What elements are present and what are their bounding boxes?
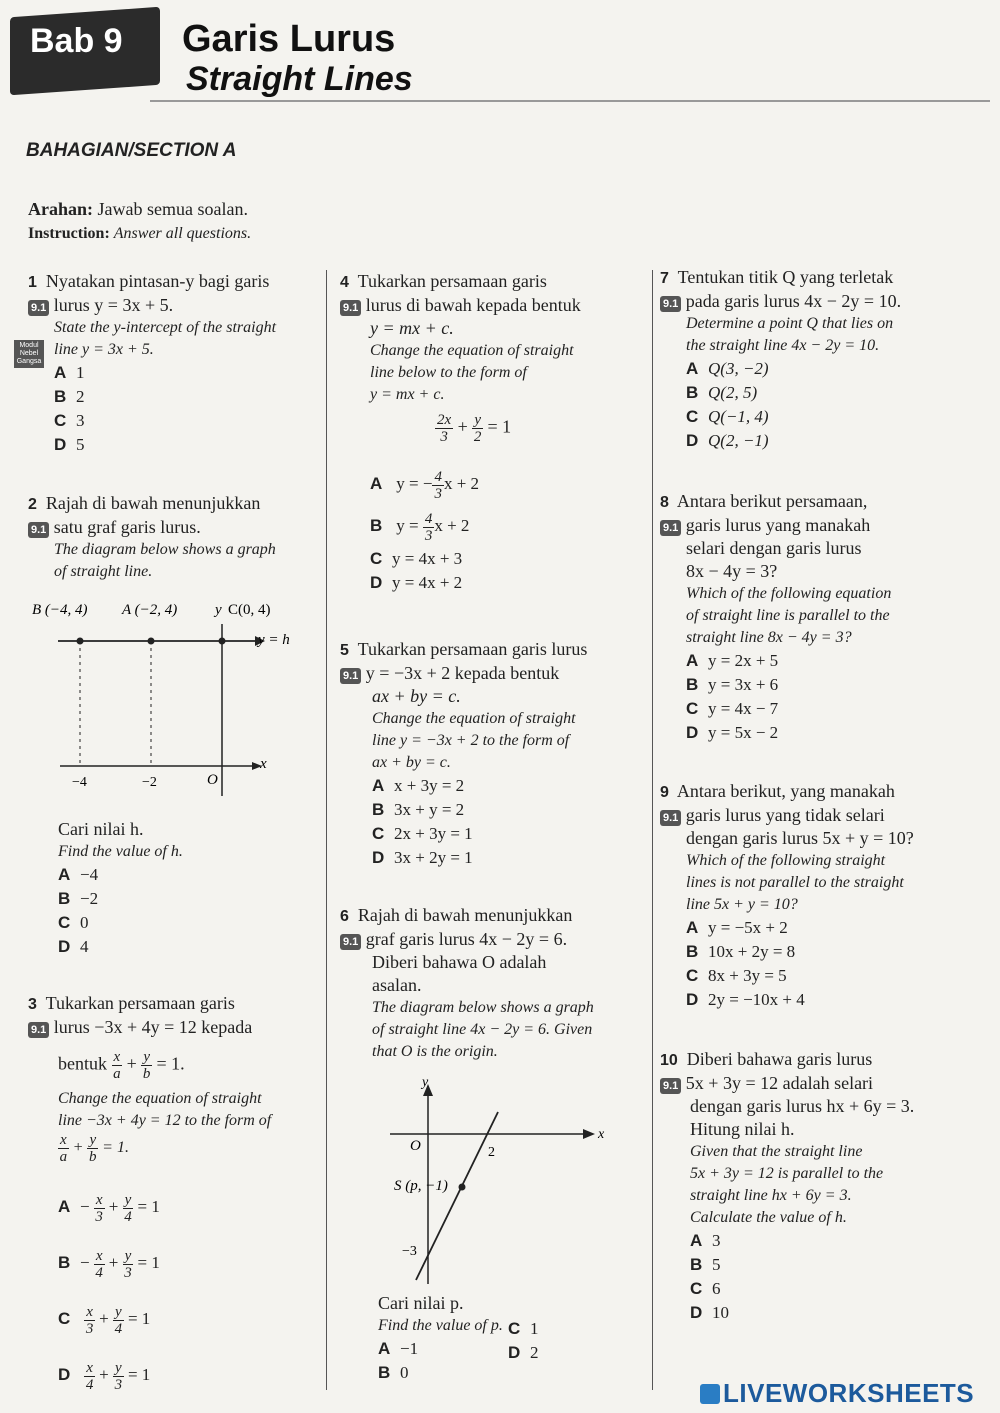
question-4: 4 Tukarkan persamaan garis 9.1 lurus di bawah kepada bentuk y = mx + c. Change the equation of straight line below to the form of y = mx + c. $\frac{2x}{3}$ + $\frac{y}{2}$ = 1 A y = − $\frac{4}{3}$ x + 2 B y = $\frac{4}{3}$ x + 2 C y = 4x + 3 D y = 4x + 2 <box>340 270 645 595</box>
option-d: D y = 4x + 2 <box>370 573 463 592</box>
title-ms: Garis Lurus <box>182 18 396 60</box>
header-rule <box>150 100 990 102</box>
question-2-answers: Cari nilai h. Find the value of h. A −4 B −2 C 0 D 4 <box>28 818 323 959</box>
chapter-label: Bab 9 <box>30 22 123 60</box>
option-d: D 3x + 2y = 1 <box>372 848 473 867</box>
question-6: 6 Rajah di bawah menunjukkan 9.1 graf garis lurus 4x − 2y = 6. Diberi bahawa O adalah asalan. The diagram below shows a graph of straight line 4x − 2y = 6. Given that O is the origin. <box>340 905 594 1060</box>
option-c: C 0 <box>58 913 89 932</box>
option-a: A Q(3, −2) <box>686 359 769 378</box>
topic-badge: 9.1 <box>660 810 681 826</box>
y-intercept-label: −3 <box>402 1244 417 1259</box>
topic-badge: 9.1 <box>28 1022 49 1038</box>
x-axis-label: x <box>598 1127 605 1142</box>
tick-minus2: −2 <box>142 775 157 790</box>
option-a: A y = −5x + 2 <box>686 918 788 937</box>
question-2: 2 Rajah di bawah menunjukkan 9.1 satu graf garis lurus. The diagram below shows a graph of straight line. <box>28 493 276 580</box>
point-s <box>459 1184 466 1191</box>
origin-label: O <box>410 1138 421 1154</box>
question-8: 8 Antara berikut persamaan, 9.1 garis lurus yang manakah selari dengan garis lurus 8x − 4y = 3? Which of the following equation of straight line is parallel to the straight line 8x − 4y = 3? A y = 2x + 5 B y = 3x + 6 C y = 4x − 7 D y = 5x − 2 <box>660 490 990 745</box>
graph-q6 <box>380 1072 620 1287</box>
column-divider <box>326 270 327 1390</box>
question-6-answers: Cari nilai p. Find the value of p. A −1 B 0 C 1 D 2 <box>378 1292 638 1385</box>
point-b <box>77 638 84 645</box>
question-10: 10 Diberi bahawa garis lurus 9.1 5x + 3y = 12 adalah selari dengan garis lurus hx + 6y = 3. Hitung nilai h. Given that the straight line 5x + 3y = 12 is parallel to the straight line hx + 6y = 3. Calculate the value of h. A 3 B 5 C 6 D 10 <box>660 1048 990 1325</box>
option-d: D 2y = −10x + 4 <box>686 990 805 1009</box>
topic-badge: 9.1 <box>340 300 361 316</box>
point-a <box>148 638 155 645</box>
option-c: C $\frac{x}{3}$ + $\frac{y}{4}$ = 1 <box>58 1303 151 1337</box>
option-b: B y = 3x + 6 <box>686 675 779 694</box>
topic-badge: 9.1 <box>340 934 361 950</box>
option-b: B 3x + y = 2 <box>372 800 465 819</box>
option-d: D Q(2, −1) <box>686 431 769 450</box>
option-b: B − $\frac{x}{4}$ + $\frac{y}{3}$ = 1 <box>58 1247 160 1281</box>
point-b-label: B (−4, 4) <box>32 602 88 618</box>
option-d: D $\frac{x}{4}$ + $\frac{y}{3}$ = 1 <box>58 1359 151 1393</box>
point-c-label: C(0, 4) <box>228 602 271 618</box>
liveworksheets-logo[interactable] <box>700 1378 974 1409</box>
option-a: A 1 <box>54 363 85 382</box>
option-c: C 8x + 3y = 5 <box>686 966 787 985</box>
question-5: 5 Tukarkan persamaan garis lurus 9.1 y = −3x + 2 kepada bentuk ax + by = c. Change the equation of straight line y = −3x + 2 to the form of ax + by = c. A x + 3y = 2 B 3x + y = 2 C 2x + 3y = 1 D 3x + 2y = 1 <box>340 638 645 870</box>
option-d: D 5 <box>54 435 85 454</box>
line-label: y = h <box>258 632 290 648</box>
question-9: 9 Antara berikut, yang manakah 9.1 garis lurus yang tidak selari dengan garis lurus 5x + y = 10? Which of the following straight lines is not parallel to the straight line 5x + y = 10? A y = −5x + 2 B 10x + 2y = 8 C 8x + 3y = 5 D 2y = −10x + 4 <box>660 780 990 1012</box>
option-b: B Q(2, 5) <box>686 383 758 402</box>
x-axis-label: x <box>260 756 267 772</box>
option-c: C 3 <box>54 411 85 430</box>
topic-badge: 9.1 <box>660 296 681 312</box>
topic-badge: 9.1 <box>28 300 49 316</box>
origin-label: O <box>207 772 218 788</box>
option-b: B 5 <box>690 1255 721 1274</box>
option-b: B y = $\frac{4}{3}$ x + 2 <box>370 510 470 544</box>
option-b: B 2 <box>54 387 85 406</box>
option-a: A y = − $\frac{4}{3}$ x + 2 <box>370 468 480 502</box>
option-b: B 0 <box>378 1363 409 1382</box>
option-c: C y = 4x − 7 <box>686 699 779 718</box>
question-1: 1 Nyatakan pintasan-y bagi garis 9.1 lurus y = 3x + 5. State the y-intercept of the straight line y = 3x + 5. A 1 B 2 C 3 D 5 <box>28 270 323 457</box>
option-a: A −4 <box>58 865 99 884</box>
graph-q2 <box>30 596 320 801</box>
section-title: BAHAGIAN/SECTION A <box>26 140 237 161</box>
side-tag: Modul Nebel Gangsa <box>14 340 44 368</box>
option-b: B 10x + 2y = 8 <box>686 942 796 961</box>
topic-badge: 9.1 <box>340 668 361 684</box>
option-c: C y = 4x + 3 <box>370 549 463 568</box>
option-d: D 4 <box>58 937 89 956</box>
option-b: B −2 <box>58 889 99 908</box>
option-c: C 1 <box>508 1319 539 1338</box>
point-s-label: S (p, −1) <box>394 1178 448 1194</box>
point-a-label: A (−2, 4) <box>122 602 178 618</box>
option-a: A y = 2x + 5 <box>686 651 779 670</box>
option-c: C 6 <box>690 1279 721 1298</box>
option-c: C 2x + 3y = 1 <box>372 824 473 843</box>
option-a: A x + 3y = 2 <box>372 776 465 795</box>
title-en: Straight Lines <box>186 60 413 98</box>
option-d: D 2 <box>508 1343 539 1362</box>
question-3: 3 Tukarkan persamaan garis 9.1 lurus −3x + 4y = 12 kepada bentuk $\frac{x}{a}$ + $\frac{y}{b}$ = 1. Change the equation of straight line −3x + 4y = 12 to the form of $\frac{x}{a}$ + $\frac{y}{b}$ = 1. A − $\frac{x}{3}$ + $\frac{y}{4}$ = 1 B − $\frac{x}{4}$ + $\frac{y}{3}$ = 1 C $\frac{x}{3}$ + $\frac{y}{4}$ = 1 D $\frac{x}{4}$ + $\frac{y}{3}$ = 1 <box>28 992 323 1403</box>
option-c: C Q(−1, 4) <box>686 407 769 426</box>
logo-text: LIVEWORKSHEETS <box>723 1378 975 1408</box>
point-c <box>219 638 226 645</box>
option-d: D 10 <box>690 1303 729 1322</box>
topic-badge: 9.1 <box>28 522 49 538</box>
column-divider <box>652 270 653 1390</box>
topic-badge: 9.1 <box>660 1078 681 1094</box>
x-intercept-label: 2 <box>488 1145 495 1160</box>
option-a: A −1 <box>378 1339 419 1358</box>
option-a: A 3 <box>690 1231 721 1250</box>
instruction-ms: Arahan: Jawab semua soalan. <box>28 199 248 219</box>
option-d: D y = 5x − 2 <box>686 723 779 742</box>
instruction-en: Instruction: Answer all questions. <box>28 225 252 242</box>
logo-icon <box>700 1384 720 1404</box>
question-7: 7 Tentukan titik Q yang terletak 9.1 pada garis lurus 4x − 2y = 10. Determine a point Q that lies on the straight line 4x − 2y = 10. A Q(3, −2) B Q(2, 5) C Q(−1, 4) D Q(2, −1) <box>660 266 990 453</box>
tick-minus4: −4 <box>72 775 87 790</box>
y-axis-label: y <box>422 1075 429 1090</box>
y-axis-label: y <box>215 602 222 618</box>
topic-badge: 9.1 <box>660 520 681 536</box>
option-a: A − $\frac{x}{3}$ + $\frac{y}{4}$ = 1 <box>58 1191 160 1225</box>
